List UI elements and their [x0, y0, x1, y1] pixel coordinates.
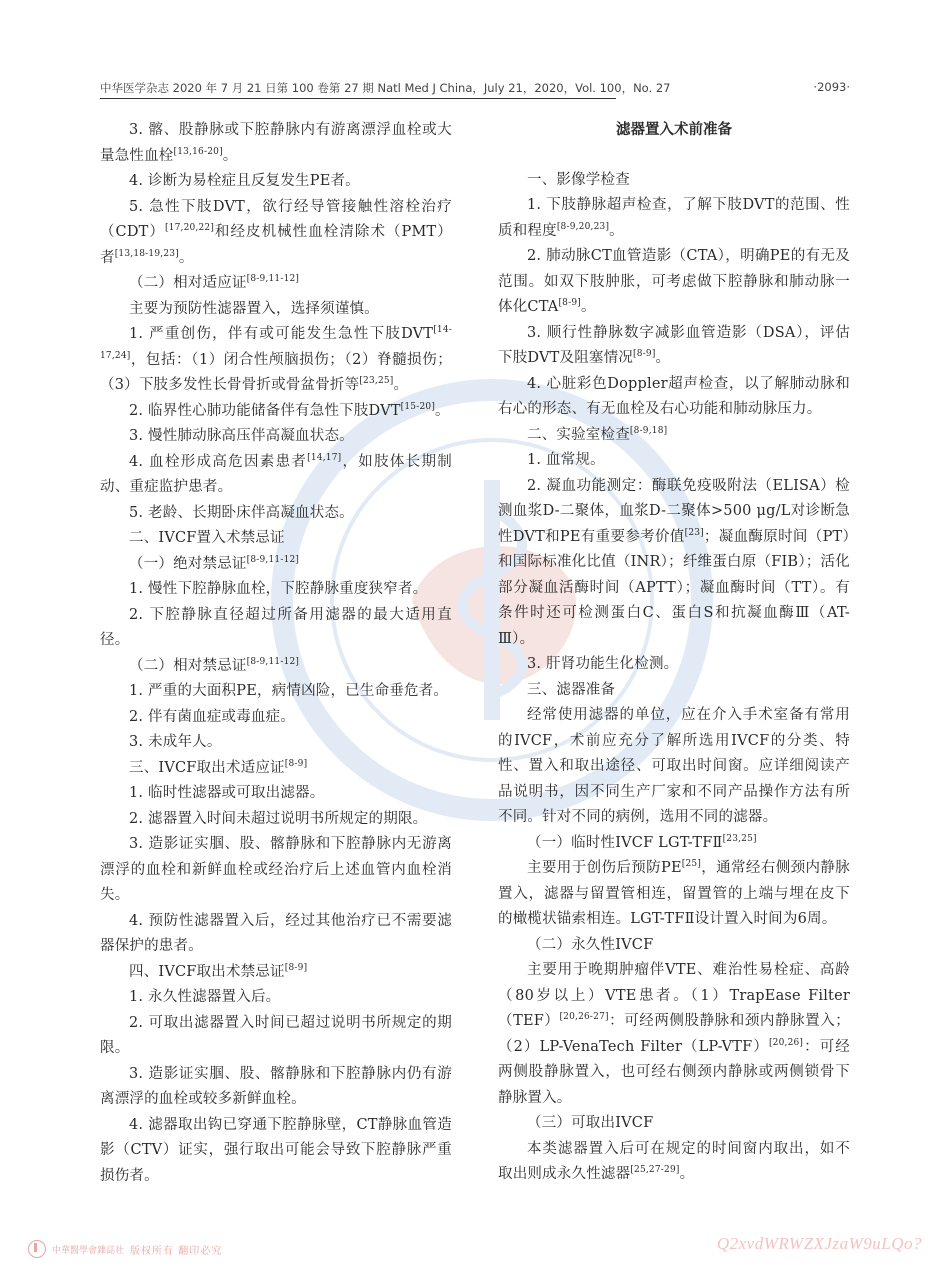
paragraph-text: 一、影像学检查 — [527, 171, 630, 188]
paragraph — [498, 1111, 850, 1137]
paragraph-text: 5. 老龄、长期卧床伴高凝血状态。 — [129, 504, 354, 521]
paragraph-text: 2. 下腔静脉直径超过所备用滤器的最大适用直径。 — [100, 606, 452, 648]
paragraph-text: 三、滤器准备 — [527, 681, 616, 698]
paragraph-text: （二）永久性IVCF — [527, 936, 654, 953]
running-header — [100, 80, 850, 100]
paragraph — [100, 909, 452, 960]
paragraph — [100, 322, 452, 399]
paragraph-text: 1. 严重的大面积PE，病情凶险，已生命垂危者。 — [129, 683, 449, 699]
paragraph — [498, 244, 850, 321]
paragraph — [100, 679, 452, 705]
paragraph-text: 三、IVCF取出术适应证 — [129, 759, 285, 776]
paragraph-text: 4. 滤器取出钩已穿通下腔静脉壁，CT静脉血管造影（CTV）证实，强行取出可能会导致下腔静脉严重损伤者。 — [100, 1116, 452, 1184]
paragraph-text: 经常使用滤器的单位，应在介入手术室备有常用的IVCF，术前应充分了解所选用IVCF的分类、特性、置入和取出途径、可取出时间窗。应详细阅读产品说明书，因不同生产厂家和不同产品操作方法有所不同。针对不同的病例，选用不同的滤器。 — [498, 707, 850, 825]
paragraph — [100, 297, 452, 323]
paragraph — [100, 1011, 452, 1062]
citation-ref: [8-9] — [284, 962, 308, 973]
paragraph-text: 本类滤器置入后可在规定的时间窗内取出，如不取出则成永久性滤器 — [498, 1140, 850, 1182]
paragraph-text: 和经皮机械性血栓清除术（PMT）者 — [100, 224, 452, 266]
paragraph — [100, 603, 452, 654]
paragraph-text: 2. 可取出滤器置入时间已超过说明书所规定的期限。 — [100, 1014, 452, 1056]
paragraph — [100, 399, 452, 425]
paragraph — [498, 652, 850, 678]
paragraph-text: 1. 临时性滤器或可取出滤器。 — [129, 785, 325, 801]
paragraph — [100, 577, 452, 603]
paragraph-text: 1. 血常规。 — [527, 452, 605, 468]
paragraph-text: 2. 伴有菌血症或毒血症。 — [129, 708, 296, 725]
paragraph-text: 2. 临界性心肺功能储备伴有急性下肢DVT — [129, 402, 401, 419]
paragraph-text: 。 — [393, 377, 409, 393]
paragraph-text: 。 — [609, 222, 624, 239]
right-column-body — [498, 168, 850, 1188]
paragraph — [100, 424, 452, 450]
paragraph-text: ，通常经右侧颈内静脉置入，滤器与留置管相连，留置管的上端与埋在皮下的橄榄状锚索相连。LGT-TFⅡ设计置入时间为6周。 — [498, 860, 850, 927]
paragraph — [100, 1113, 452, 1190]
paragraph — [498, 856, 850, 933]
paragraph — [498, 933, 850, 959]
citation-ref: [8-9] — [633, 349, 656, 359]
paragraph-text: 2. 肺动脉CT血管造影（CTA），明确PE的有无及范围。如双下肢肿胀，可考虑做下腔静脉和肺动脉一体化CTA — [498, 248, 850, 315]
paragraph-text: 2. 凝血功能测定：酶联免疫吸附法（ELISA）检测血浆D-二聚体，血浆D-二聚体>500 μg/L对诊断急性DVT和PE有重要参考价值 — [498, 477, 850, 545]
citation-ref: [8-9,11-12] — [246, 274, 300, 284]
citation-ref: [20,26] — [768, 1037, 804, 1048]
paragraph-text: 3. 未成年人。 — [129, 734, 222, 750]
paragraph-text: 。 — [679, 1166, 695, 1182]
paragraph-text: 4. 血栓形成高危因素患者 — [129, 453, 308, 470]
journal-citation: 中华医学杂志 2020 年 7 月 21 日第 100 卷第 27 期 Natl Med J China，July 21，2020，Vol. 100，No. 27 — [100, 81, 671, 95]
paragraph-text: 。 — [435, 402, 450, 419]
paragraph-text: 四、IVCF取出术禁忌证 — [129, 963, 285, 980]
paragraph — [100, 450, 452, 501]
paragraph-text: 。 — [222, 147, 238, 164]
paragraph — [100, 552, 452, 578]
paragraph — [100, 118, 452, 169]
paragraph-text: 二、IVCF置入术禁忌证 — [129, 530, 285, 546]
society-logo-icon — [28, 1240, 46, 1258]
paragraph — [100, 705, 452, 731]
paragraph-text: 1. 永久性滤器置入后。 — [129, 989, 281, 1005]
paragraph-text: （一）绝对禁忌证 — [129, 555, 247, 572]
paragraph-text: 4. 心脏彩色Doppler超声检查，以了解肺动脉和右心的形态、有无血栓及右心功能和肺动脉压力。 — [498, 375, 850, 417]
citation-ref: [13,18-19,23] — [114, 248, 179, 259]
citation-ref: [8-9,11-12] — [246, 656, 300, 667]
paragraph-text: ：可经两侧股静脉和颈内静脉置入；（2）LP-VenaTech Filter（LP-VTF） — [498, 1013, 850, 1055]
left-column — [100, 118, 452, 1189]
paragraph — [498, 474, 850, 653]
header-rule — [100, 98, 616, 99]
citation-ref: [14,17] — [307, 452, 342, 463]
right-column — [498, 118, 850, 1188]
paragraph-text: 主要用于晚期肿瘤伴VTE、难治性易栓症、高龄（80岁以上）VTE患者。（1）TrapEase Filter（TEF） — [498, 962, 850, 1029]
paragraph-text: 3. 慢性肺动脉高压伴高凝血状态。 — [129, 428, 354, 444]
paragraph-text: （三）可取出IVCF — [527, 1115, 654, 1131]
paragraph-text: 3. 髂、股静脉或下腔静脉内有游离漂浮血栓或大量急性血栓 — [100, 122, 452, 164]
paragraph-text: ：可经两侧股静脉置入，也可经右侧颈内静脉或两侧锁骨下静脉置入。 — [498, 1038, 850, 1106]
paragraph-text: ，包括：（1）闭合性颅脑损伤；（2）脊髓损伤；（3）下肢多发性长骨骨折或骨盆骨折等 — [100, 351, 452, 393]
paragraph-text: 5. 急性下肢DVT，欲行经导管接触性溶栓治疗（CDT） — [100, 198, 452, 240]
citation-ref: [8-9,18] — [629, 425, 668, 436]
paragraph — [100, 832, 452, 909]
paragraph — [498, 423, 850, 449]
paragraph-text: 3. 肝肾功能生化检测。 — [527, 656, 679, 672]
paragraph-text: 二、实验室检查 — [527, 426, 630, 443]
paragraph-text: 4. 诊断为易栓症且反复发生PE者。 — [129, 173, 360, 189]
paragraph — [498, 678, 850, 704]
paragraph — [498, 831, 850, 857]
paragraph — [498, 321, 850, 372]
citation-ref: [20,26-27] — [559, 1012, 609, 1022]
paragraph — [100, 756, 452, 782]
citation-ref: [8-9] — [558, 298, 581, 308]
paragraph — [100, 654, 452, 680]
citation-ref: [25,27-29] — [630, 1165, 680, 1175]
citation-ref: [8-9,11-12] — [246, 554, 300, 565]
citation-ref: [13,16-20] — [173, 146, 223, 157]
paragraph — [498, 1137, 850, 1188]
paragraph-text: 主要为预防性滤器置入，选择须谨慎。 — [129, 300, 379, 317]
paragraph-text: 3. 造影证实腘、股、髂静脉和下腔静脉内仍有游离漂浮的血栓或较多新鲜血栓。 — [100, 1065, 452, 1107]
paragraph-text: ，如肢体长期制动、重症监护患者。 — [100, 453, 452, 495]
paragraph — [100, 985, 452, 1011]
paragraph — [100, 807, 452, 833]
paragraph-text: 2. 滤器置入时间未超过说明书所规定的期限。 — [129, 810, 428, 827]
paragraph-text: 。 — [178, 249, 194, 266]
paragraph-text: 。 — [580, 299, 596, 315]
paragraph — [100, 501, 452, 527]
paragraph — [100, 169, 452, 195]
paragraph-text: 1. 严重创伤，伴有或可能发生急性下肢DVT — [129, 326, 434, 342]
publisher-logo — [28, 1238, 222, 1260]
paragraph — [100, 526, 452, 552]
paragraph-text: （二）相对禁忌证 — [129, 657, 247, 674]
paragraph-text: 4. 预防性滤器置入后，经过其他治疗已不需要滤器保护的患者。 — [100, 912, 452, 954]
paragraph-text: 1. 慢性下腔静脉血栓，下腔静脉重度狭窄者。 — [129, 581, 428, 597]
paragraph — [498, 958, 850, 1111]
paragraph — [498, 168, 850, 194]
citation-ref: [8-9] — [284, 758, 308, 769]
paragraph-text: 1. 下肢静脉超声检查，了解下肢DVT的范围、性质和程度 — [498, 197, 850, 239]
paragraph — [100, 195, 452, 272]
paragraph-text: ；凝血酶原时间（PT）和国际标准化比值（INR）；纤维蛋白原（FIB）；活化部分凝血活酶时间（APTT）；凝血酶时间（TT）。有条件时还可检测蛋白C、蛋白S和抗凝血酶Ⅲ（AT-Ⅲ）。 — [498, 528, 850, 647]
page-number: ·2093· — [813, 80, 850, 94]
citation-ref: [23,25] — [359, 376, 394, 386]
paragraph — [100, 960, 452, 986]
paragraph — [498, 193, 850, 244]
citation-ref: [17,20,22] — [164, 223, 215, 233]
citation-ref: [14-17,24] — [100, 325, 452, 361]
paragraph-text: 。 — [655, 350, 671, 366]
section-title: 滤器置入术前准备 — [616, 122, 732, 138]
paragraph — [498, 703, 850, 831]
copyright-notice: 版权所有 翻印必究 — [130, 1245, 223, 1257]
tracking-code: Q2xvdWRWZXJzaW9uLQo? — [716, 1234, 922, 1253]
citation-ref: [15-20] — [400, 401, 436, 412]
paragraph — [100, 271, 452, 297]
paragraph — [100, 730, 452, 756]
paragraph-text: 主要用于创伤后预防PE — [527, 860, 682, 876]
paragraph-text: （二）相对适应证 — [129, 275, 247, 291]
paragraph-text: （一）临时性IVCF LGT-TFⅡ — [527, 834, 723, 851]
paragraph — [498, 448, 850, 474]
citation-ref: [23] — [684, 527, 704, 538]
citation-ref: [23,25] — [722, 833, 757, 844]
paragraph — [100, 781, 452, 807]
citation-ref: [25] — [681, 859, 702, 869]
citation-ref: [8-9,20,23] — [556, 221, 610, 232]
publisher-name: 中華醫學會雜誌社 — [52, 1245, 125, 1256]
paragraph — [498, 372, 850, 423]
paragraph-text: 3. 造影证实腘、股、髂静脉和下腔静脉内无游离漂浮的血栓和新鲜血栓或经治疗后上述血管内血栓消失。 — [100, 836, 452, 903]
paragraph-text: 3. 顺行性静脉数字减影血管造影（DSA），评估下肢DVT及阻塞情况 — [498, 324, 850, 366]
paragraph — [100, 1062, 452, 1113]
